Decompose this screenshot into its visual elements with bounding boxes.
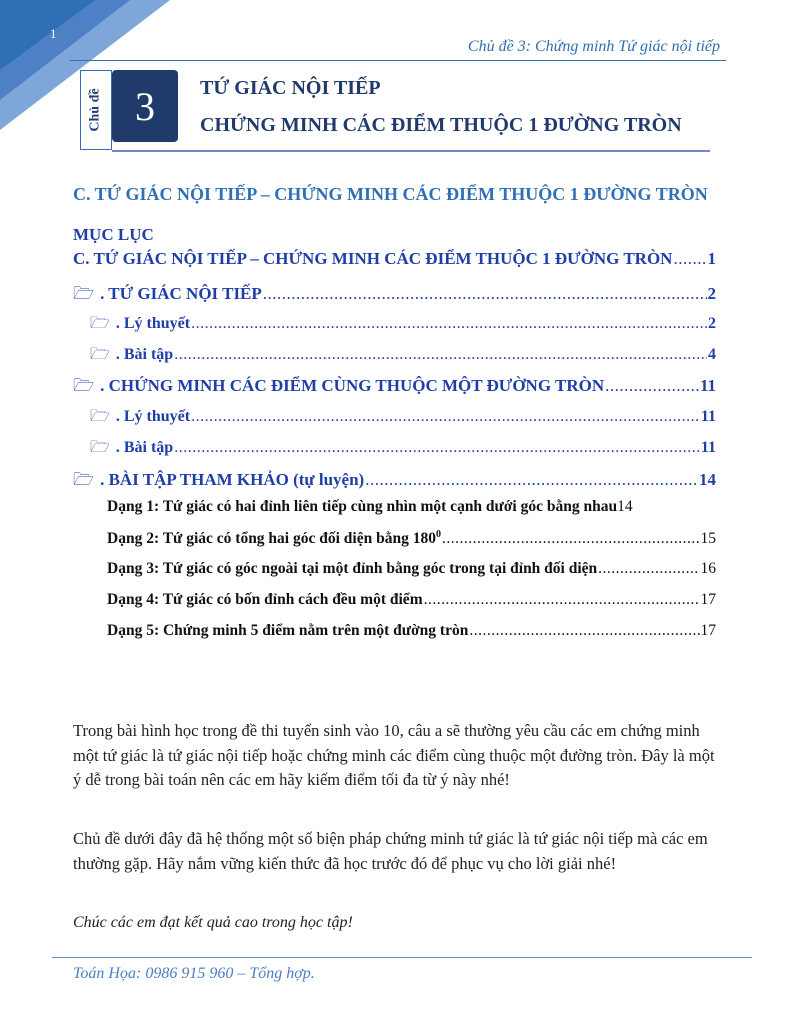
toc-entry[interactable] — [107, 560, 716, 578]
toc-page-number: 11 — [700, 439, 716, 456]
toc-entry[interactable] — [73, 467, 716, 496]
toc-page-number: 11 — [699, 376, 716, 395]
page-number: 1 — [50, 26, 57, 41]
title-divider — [112, 150, 710, 152]
toc-leader-dots — [424, 591, 700, 609]
folder-icon: 🗁 — [90, 315, 110, 332]
toc-entry[interactable] — [107, 591, 716, 609]
folder-icon: 🗁 — [73, 470, 95, 489]
header-divider — [70, 60, 726, 61]
footer-divider — [52, 957, 752, 958]
folder-icon: 🗁 — [73, 284, 95, 303]
toc-title: MỤC LỤC — [73, 225, 154, 244]
toc-leader-dots — [605, 376, 699, 396]
toc-entry-label: . Bài tập — [115, 346, 174, 363]
toc-page-number: 1 — [707, 249, 716, 268]
footer-text: Toán Họa: 0986 915 960 – Tổng hợp. — [73, 965, 315, 982]
toc-entry[interactable] — [90, 436, 716, 463]
toc-entry-label: . Lý thuyết — [115, 408, 191, 425]
toc-leader-dots — [598, 560, 699, 578]
toc-entry[interactable] — [73, 373, 716, 402]
toc-leader-dots — [442, 530, 700, 548]
toc-page-number: 14 — [699, 470, 716, 489]
toc-page-number: 2 — [707, 284, 716, 303]
toc-entry[interactable] — [107, 498, 716, 516]
toc-leader-dots — [263, 284, 707, 304]
intro-paragraph-2: Chủ đề dưới đây đã hệ thống một số biện pháp chứng minh tứ giác là tứ giác nội tiếp mà các em thường gặp. Hãy nắm vững kiến thức đã học trước đó để phục vụ cho lời giải nhé! — [73, 829, 708, 873]
folder-icon: 🗁 — [90, 346, 110, 363]
toc-page-number: 14 — [617, 498, 633, 515]
folder-icon: 🗁 — [90, 439, 110, 456]
toc-page-number: 16 — [700, 560, 716, 577]
toc-entry-label: . TỨ GIÁC NỘI TIẾP — [100, 284, 262, 303]
toc-entry-label: Dạng 3: Tứ giác có góc ngoài tại một đỉnh bằng góc trong tại đỉnh đối diện — [107, 560, 598, 577]
toc-leader-dots — [191, 408, 700, 426]
closing-line: Chúc các em đạt kết quả cao trong học tập! — [73, 914, 353, 931]
toc-page-number: 17 — [700, 622, 716, 639]
toc-entry[interactable] — [90, 405, 716, 432]
toc-leader-dots — [673, 249, 706, 269]
toc-entry[interactable] — [73, 281, 716, 310]
folder-icon: 🗁 — [90, 408, 110, 425]
degree-superscript: 0 — [435, 529, 441, 540]
toc-page-number: 17 — [700, 591, 716, 608]
chapter-title-line1: TỨ GIÁC NỘI TIẾP — [200, 77, 381, 99]
chapter-label: Chủ đề — [88, 88, 103, 132]
toc-leader-dots — [191, 315, 707, 333]
toc-entry[interactable] — [107, 622, 716, 640]
chapter-title-line2: CHỨNG MINH CÁC ĐIỂM THUỘC 1 ĐƯỜNG TRÒN — [200, 114, 682, 136]
toc-entry-label: C. TỨ GIÁC NỘI TIẾP – CHỨNG MINH CÁC ĐIỂM THUỘC 1 ĐƯỜNG TRÒN — [73, 249, 673, 268]
chapter-number: 3 — [112, 70, 178, 142]
toc-leader-dots — [174, 439, 700, 457]
toc-entry-label: Dạng 1: Tứ giác có hai đỉnh liên tiếp cùng nhìn một cạnh dưới góc bằng nhau — [107, 498, 618, 515]
toc-entry-label: Dạng 2: Tứ giác có tổng hai góc đối diện bằng 180 — [107, 530, 436, 548]
toc-page-number: 11 — [700, 408, 716, 425]
toc-entry[interactable] — [90, 312, 716, 339]
toc-entry-label: Dạng 5: Chứng minh 5 điểm nằm trên một đường tròn — [107, 622, 469, 639]
toc-page-number: 15 — [700, 530, 716, 548]
toc-entry[interactable] — [107, 529, 716, 548]
toc-leader-dots — [365, 470, 698, 490]
folder-icon: 🗁 — [73, 376, 95, 395]
toc-entry-label: Dạng 4: Tứ giác có bốn đỉnh cách đều một điểm — [107, 591, 423, 608]
toc-entry[interactable] — [90, 343, 716, 370]
toc-entry-label: . Lý thuyết — [115, 315, 191, 332]
toc-leader-dots — [174, 346, 707, 364]
intro-paragraph-1: Trong bài hình học trong đề thi tuyển sinh vào 10, câu a sẽ thường yêu cầu các em chứng minh một tứ giác là tứ giác nội tiếp hoặc chứng minh các điểm cùng thuộc một đường tròn. Đây là một ý dễ trong bài toán nên các em hãy kiếm điểm tối đa từ ý này nhé! — [73, 721, 715, 789]
section-heading: C. TỨ GIÁC NỘI TIẾP – CHỨNG MINH CÁC ĐIỂM THUỘC 1 ĐƯỜNG TRÒN — [73, 184, 708, 204]
toc-entry[interactable] — [73, 249, 716, 269]
toc-entry-label: . CHỨNG MINH CÁC ĐIỂM CÙNG THUỘC MỘT ĐƯỜNG TRÒN — [100, 376, 605, 395]
running-header: Chủ đề 3: Chứng minh Tứ giác nội tiếp — [467, 38, 720, 55]
toc-leader-dots — [469, 622, 699, 640]
toc-entry-label: . BÀI TẬP THAM KHẢO (tự luyện) — [100, 470, 365, 489]
toc-page-number: 2 — [708, 315, 716, 332]
toc-entry-label: . Bài tập — [115, 439, 174, 456]
toc-page-number: 4 — [708, 346, 716, 363]
